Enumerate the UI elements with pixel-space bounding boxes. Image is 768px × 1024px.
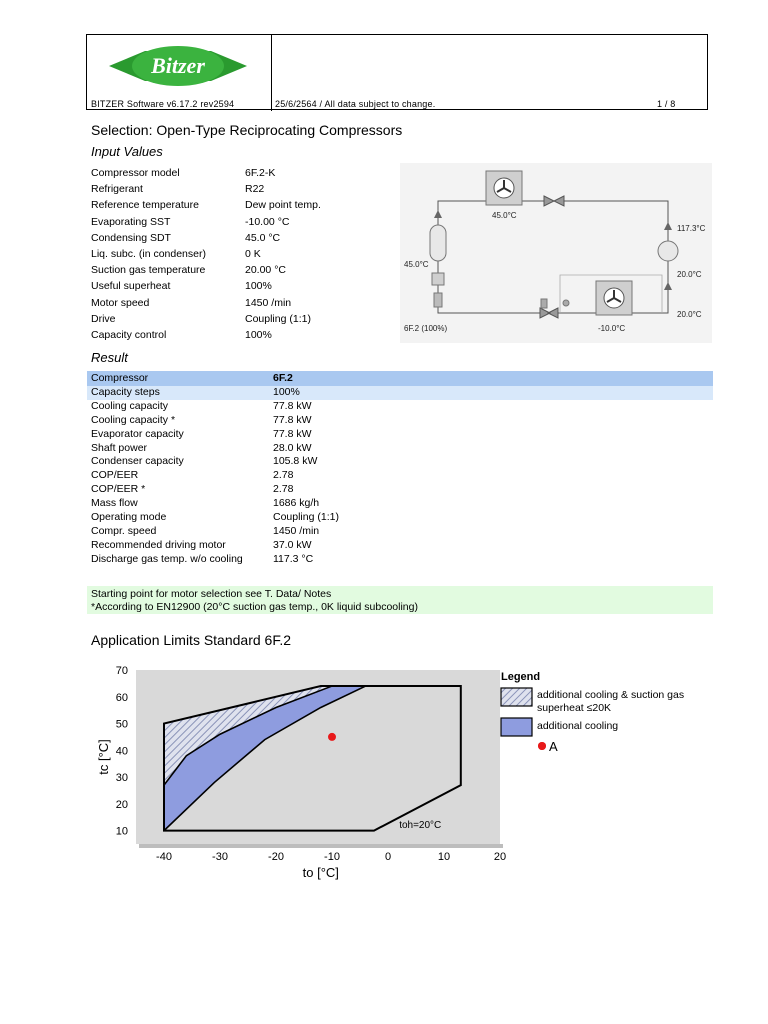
input-label: Motor speed	[91, 296, 150, 309]
legend-blue-swatch	[501, 718, 532, 736]
legend-swatches	[500, 686, 534, 756]
y-tick-label: 30	[115, 772, 128, 785]
y-tick-label: 60	[115, 691, 128, 704]
result-value: 37.0 kW	[273, 538, 312, 551]
legend-blue-label: additional cooling	[537, 720, 619, 732]
result-value: 77.8 kW	[273, 427, 312, 440]
y-tick-label: 50	[115, 718, 128, 731]
result-label: Shaft power	[91, 441, 148, 454]
logo-text: Bitzer	[151, 53, 205, 78]
result-label: Cooling capacity	[91, 399, 169, 412]
note-en12900: *According to EN12900 (20°C suction gas temp., 0K liquid subcooling)	[91, 601, 418, 613]
date-note: 25/6/2564 / All data subject to change.	[275, 99, 436, 109]
software-version: BITZER Software v6.17.2 rev2594	[91, 99, 235, 109]
refrigeration-cycle-diagram	[400, 163, 712, 343]
suction-temp-label-1: 20.0°C	[677, 270, 702, 279]
input-value: 1450 /min	[245, 296, 292, 309]
result-label: Operating mode	[91, 511, 167, 523]
application-limits-chart	[84, 662, 507, 884]
input-value: Dew point temp.	[245, 199, 321, 212]
input-value: -10.00 °C	[245, 215, 290, 228]
input-label: Drive	[91, 312, 116, 325]
input-label: Reference temperature	[91, 199, 199, 212]
input-value: 20.00 °C	[245, 264, 286, 277]
capacity-steps-highlight-row	[87, 386, 713, 400]
input-value: 100%	[245, 280, 272, 293]
result-value: 2.78	[273, 469, 294, 482]
result-label: COP/EER	[91, 469, 139, 482]
result-value: 1450 /min	[273, 524, 320, 537]
compressor-highlight-row	[87, 371, 713, 386]
input-value: 100%	[245, 329, 272, 341]
input-label: Refrigerant	[91, 183, 143, 196]
discharge-temp-label: 117.3°C	[677, 224, 706, 233]
result-value: 1686 kg/h	[273, 497, 320, 510]
result-label: Compr. speed	[91, 524, 157, 537]
x-axis-label: to [°C]	[302, 865, 339, 880]
compressor-icon	[658, 241, 678, 261]
y-tick-label: 70	[115, 665, 128, 677]
legend-point-marker	[536, 740, 548, 752]
operating-point-a	[328, 733, 336, 741]
result-label: COP/EER *	[91, 483, 146, 496]
result-value: 2.78	[273, 483, 294, 496]
result-value: 28.0 kW	[273, 441, 312, 454]
x-tick-label: 0	[384, 851, 392, 863]
header-divider	[271, 35, 272, 111]
result-label: Evaporator capacity	[91, 427, 184, 440]
result-heading: Result	[91, 350, 128, 365]
condenser-temp-label: 45.0°C	[492, 211, 517, 220]
evaporator-temp-label: -10.0°C	[598, 324, 626, 333]
result-value: 117.3 °C	[273, 552, 314, 565]
x-tick-label: -30	[212, 851, 228, 863]
result-value: Coupling (1:1)	[273, 511, 339, 523]
x-tick-label: 20	[493, 851, 507, 863]
input-value: 0 K	[245, 248, 261, 260]
input-label: Compressor model	[91, 167, 180, 179]
input-label: Useful superheat	[91, 280, 171, 293]
y-tick-label: 20	[115, 798, 128, 811]
capacity-label: 6F.2 (100%)	[404, 324, 448, 333]
input-value: 6F.2-K	[245, 167, 276, 179]
sight-glass-icon	[434, 293, 442, 307]
note-motor-selection: Starting point for motor selection see T. Data/ Notes	[91, 588, 332, 600]
result-value: 6F.2	[273, 372, 293, 384]
input-label: Liq. subc. (in condenser)	[91, 248, 206, 260]
x-tick-label: -40	[156, 851, 172, 863]
input-value: 45.0 °C	[245, 231, 281, 244]
receiver-temp-label: 45.0°C	[404, 260, 429, 269]
y-tick-label: 40	[115, 745, 128, 758]
result-label: Capacity steps	[91, 385, 160, 398]
page-title: Selection: Open-Type Reciprocating Compressors	[91, 122, 403, 138]
input-values-heading: Input Values	[91, 144, 163, 159]
page-number: 1 / 8	[657, 99, 676, 109]
result-label: Mass flow	[91, 497, 138, 510]
legend-title: Legend	[501, 671, 541, 683]
y-tick-label: 10	[115, 825, 128, 838]
input-label: Evaporating SST	[91, 215, 171, 228]
document-header	[86, 34, 708, 110]
input-value: Coupling (1:1)	[245, 312, 311, 325]
input-label: Condensing SDT	[91, 231, 171, 244]
result-label: Compressor	[91, 372, 149, 384]
result-value: 77.8 kW	[273, 399, 312, 412]
toh-annotation: toh=20°C	[399, 819, 442, 831]
legend-hatched-swatch	[501, 688, 532, 706]
input-label: Suction gas temperature	[91, 264, 206, 277]
y-axis-label: tc [°C]	[96, 739, 111, 775]
input-value: R22	[245, 183, 265, 196]
result-value: 100%	[273, 385, 300, 398]
legend-hatched-label: additional cooling & suction gas superheat ≤20K	[537, 689, 685, 714]
plot-shadow-bottom	[139, 844, 503, 848]
x-tick-label: -10	[324, 851, 340, 863]
result-value: 105.8 kW	[273, 455, 318, 468]
input-label: Capacity control	[91, 329, 167, 341]
result-label: Recommended driving motor	[91, 538, 226, 551]
receiver-icon	[430, 225, 446, 261]
bitzer-logo	[109, 43, 247, 89]
result-label: Cooling capacity *	[91, 413, 176, 426]
result-label: Discharge gas temp. w/o cooling	[91, 552, 243, 565]
x-tick-label: 10	[437, 851, 451, 863]
x-tick-label: -20	[268, 851, 284, 863]
suction-temp-label-2: 20.0°C	[677, 310, 702, 319]
result-label: Condenser capacity	[91, 455, 184, 468]
chart-title: Application Limits Standard 6F.2	[91, 632, 291, 648]
filter-drier-icon	[432, 273, 444, 285]
result-value: 77.8 kW	[273, 413, 312, 426]
legend-point-label: A	[549, 739, 558, 754]
